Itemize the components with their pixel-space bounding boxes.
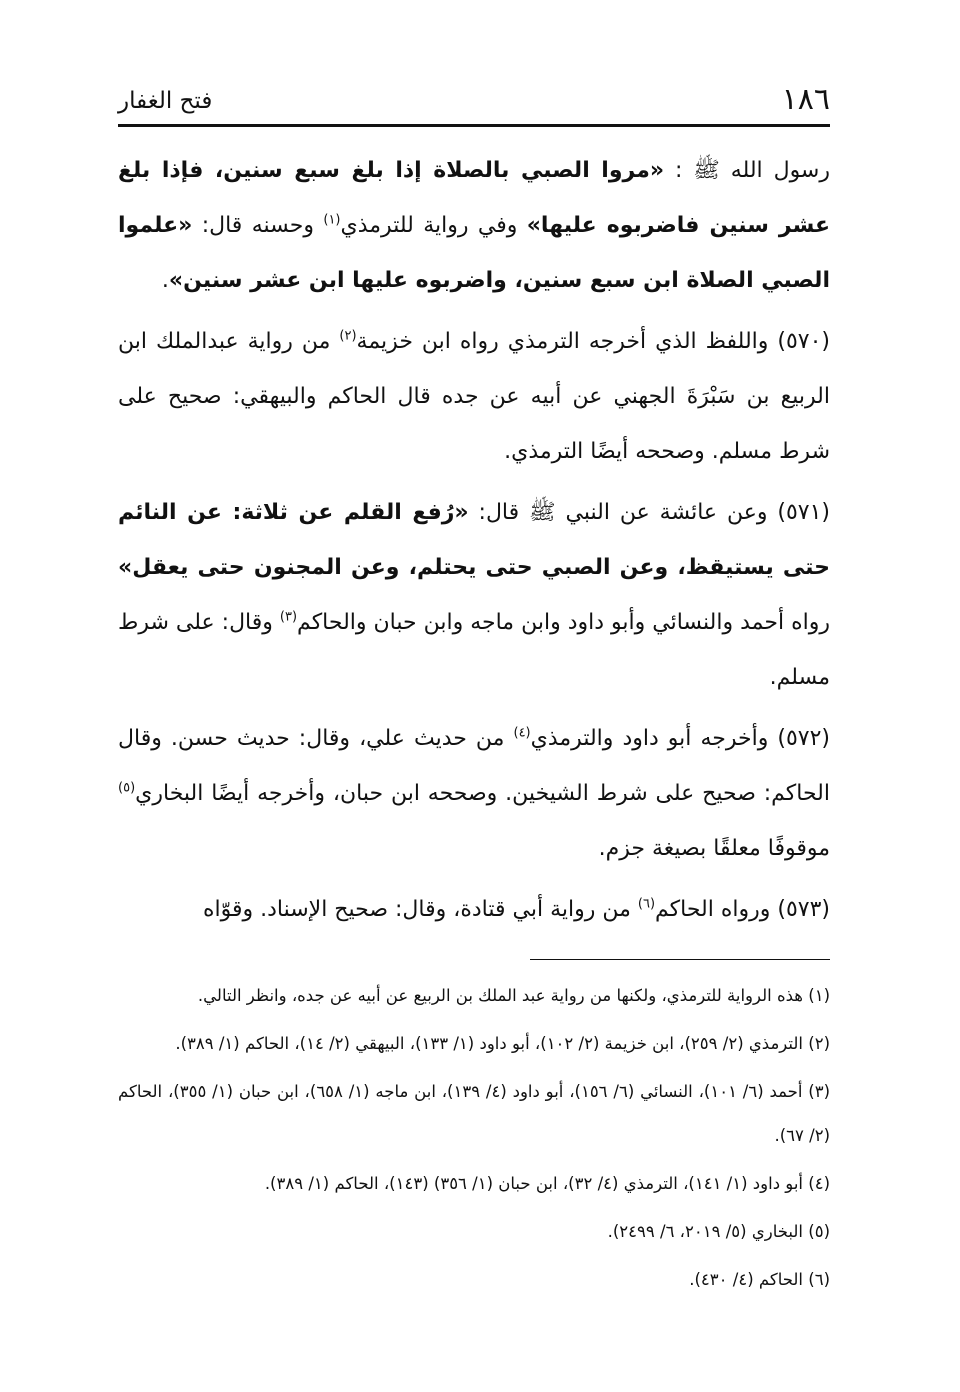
footnote-ref-2[interactable]: (٢) <box>339 328 357 344</box>
paragraph-570 <box>118 314 830 479</box>
book-page <box>118 80 830 1306</box>
footnote-ref-3[interactable]: (٣) <box>279 609 298 625</box>
text-run: . <box>161 268 169 293</box>
footnote-ref-4[interactable]: (٤) <box>513 725 531 741</box>
text-run: (٥٧٢) وأخرجه أبو داود والترمذي <box>530 726 831 751</box>
page-number: ١٨٦ <box>781 82 830 117</box>
main-text <box>118 143 830 937</box>
hadith-quote: «مروا الصبي بالصلاة إذا بلغ سبع سنين، فإذا بلغ عشر سنين فاضربوه عليها» <box>118 158 830 238</box>
text-run: وحسنه قال: <box>192 213 324 238</box>
footnote-ref-6[interactable]: (٦) <box>637 896 656 912</box>
footnote-2: (٢) الترمذي (٢/ ٢٥٩)، ابن خزيمة (٢/ ١٠٢)، أبو داود (١/ ١٣٣)، البيهقي (٢/ ١٤)، الحاكم (١/ ٣٨٩). <box>175 1034 830 1053</box>
running-header <box>118 80 830 127</box>
footnote-3: (٣) أحمد (٦/ ١٠١)، النسائي (٦/ ١٥٦)، أبو داود (٤/ ١٣٩)، ابن ماجه (١/ ٦٥٨)، ابن حبان (١/ ٣٥٥)، الحاكم (٢/ ٦٧). <box>118 1082 831 1145</box>
footnote-5: (٥) البخاري (٥/ ٢٠١٩، ٦/ ٢٤٩٩). <box>607 1222 830 1241</box>
hadith-quote: «رُفع القلم عن ثلاثة: عن النائم حتى يستيقظ، وعن الصبي حتى يحتلم، وعن المجنون حتى يعقل» <box>118 500 830 580</box>
text-run: من حديث علي، وقال: حديث حسن. وقال الحاكم: صحيح على شرط الشيخين. وصححه ابن حبان، وأخرجه أيضًا البخاري <box>118 726 830 806</box>
paragraph-1 <box>118 143 830 308</box>
text-run: (٥٧٣) ورواه الحاكم <box>655 897 830 922</box>
book-title: فتح الغفار <box>118 88 213 114</box>
footnote-6: (٦) الحاكم (٤/ ٤٣٠). <box>689 1270 830 1289</box>
text-run: رواه أحمد والنسائي وأبو داود وابن ماجه وابن حبان والحاكم <box>297 610 830 635</box>
paragraph-573 <box>118 882 830 937</box>
text-run: وفي رواية للترمذي <box>340 213 527 238</box>
hadith-quote: «علموا الصبي الصلاة ابن سبع سنين، واضربوه عليها ابن عشر سنين» <box>118 213 830 293</box>
footnote-ref-5[interactable]: (٥) <box>118 780 136 796</box>
text-run: من رواية أبي قتادة، وقال: صحيح الإسناد. وقوّاه <box>202 897 638 922</box>
text-run: (٥٧٠) واللفظ الذي أخرجه الترمذي رواه ابن خزيمة <box>356 329 831 354</box>
footnotes <box>118 974 830 1302</box>
paragraph-571 <box>118 485 830 705</box>
paragraph-572 <box>118 711 830 876</box>
text-run: من رواية عبدالملك ابن الربيع بن سَبْرَةَ الجهني عن أبيه عن جده قال الحاكم والبيهقي: صحيح على شرط مسلم. وصححه أيضًا الترمذي. <box>118 329 830 464</box>
footnote-divider <box>530 959 830 960</box>
footnote-ref-1[interactable]: (١) <box>323 212 341 228</box>
text-run: موقوفًا معلقًا بصيغة جزم. <box>598 836 830 861</box>
footnote-1: (١) هذه الرواية للترمذي، ولكنها من رواية عبد الملك بن الربيع عن أبيه عن جده، وانظر التالي. <box>197 986 830 1005</box>
text-run: رسول الله ﷺ : <box>664 158 830 183</box>
footnote-4: (٤) أبو داود (١/ ١٤١)، الترمذي (٤/ ٣٢)، ابن حبان (١/ ٣٥٦) (١٤٣)، الحاكم (١/ ٣٨٩). <box>264 1174 830 1193</box>
text-run: (٥٧١) وعن عائشة عن النبي ﷺ قال: <box>468 500 830 525</box>
text-run: وقال: على شرط مسلم. <box>118 610 830 690</box>
